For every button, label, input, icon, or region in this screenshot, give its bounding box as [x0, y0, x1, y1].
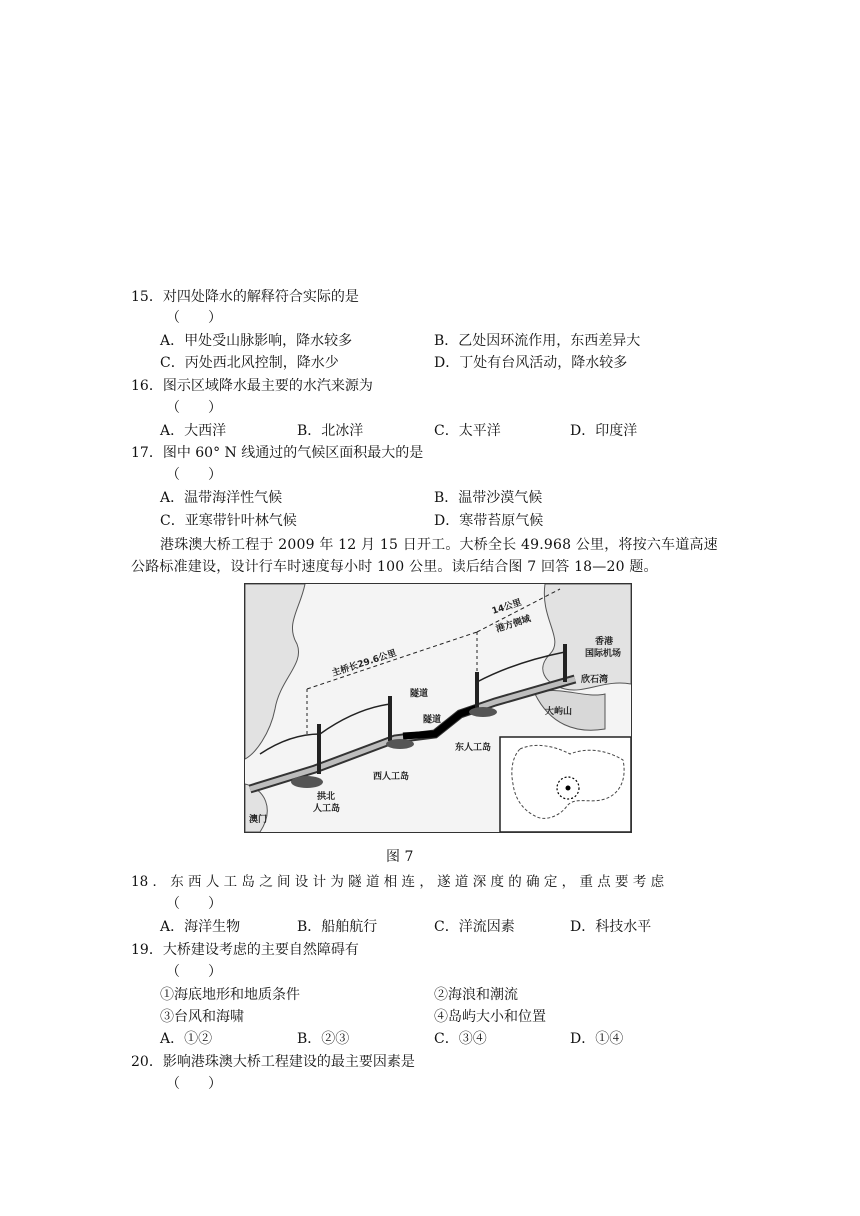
label-bay: 欣石湾	[581, 675, 609, 685]
q16-option-b: B．北冰洋	[297, 423, 364, 439]
q15-stem: 15．对四处降水的解释符合实际的是	[131, 289, 359, 305]
q20-answer-blank: （ ）	[166, 1076, 222, 1092]
figure-caption: 图 7	[386, 849, 414, 865]
q17-option-b: B．温带沙漠气候	[434, 490, 543, 506]
q20-stem: 20．影响港珠澳大桥工程建设的最主要因素是	[131, 1054, 415, 1070]
west-island-mark	[386, 739, 414, 749]
q15-answer-blank: （ ）	[166, 310, 222, 326]
q18-option-a: A．海洋生物	[160, 919, 241, 935]
q15-option-b: B．乙处因环流作用，东西差异大	[434, 333, 641, 349]
label-hk-side-length: 14公里	[490, 597, 523, 617]
label-macau: 澳门	[249, 815, 268, 825]
figure-7-bridge-map	[244, 583, 632, 833]
q19-option-a: A．①②	[160, 1031, 213, 1047]
q18-stem: 18 ． 东 西 人 工 岛 之 间 设 计 为 隧 道 相 连 ， 遂 道 深 度 的 确 定 ， 重 点 要 考 虑	[131, 874, 665, 890]
q18-answer-blank: （ ）	[166, 896, 222, 912]
bridge-tower-4	[563, 644, 567, 682]
q19-item-1: ①海底地形和地质条件	[160, 987, 300, 1003]
cable-arc-2	[320, 704, 390, 734]
label-tunnel-upper: 隧道	[410, 689, 429, 699]
cable-arc-1	[260, 734, 320, 754]
label-main-bridge: 主桥长29.6公里	[330, 648, 398, 679]
q15-option-a: A．甲处受山脉影响，降水较多	[160, 333, 353, 349]
q16-answer-blank: （ ）	[166, 400, 222, 416]
q15-option-d: D．丁处有台风活动，降水较多	[434, 355, 628, 371]
bridge-tower-2	[388, 696, 392, 741]
q16-option-c: C．太平洋	[434, 423, 501, 439]
q17-answer-blank: （ ）	[166, 467, 222, 483]
q18-option-c: C．洋流因素	[434, 919, 515, 935]
q17-stem: 17．图中 60° N 线通过的气候区面积最大的是	[131, 445, 424, 461]
label-gongbei-2: 人工岛	[313, 804, 341, 814]
label-gongbei-1: 拱北	[317, 792, 336, 802]
inset-locator-dot	[566, 786, 571, 791]
land-west-outline	[245, 584, 305, 759]
passage-line-1: 港珠澳大桥工程于 2009 年 12 月 15 日开工。大桥全长 49.968 公里，将按六车道高速	[160, 537, 718, 553]
q18-option-b: B．船舶航行	[297, 919, 378, 935]
passage-line-2: 公路标准建设，设计行车时速度每小时 100 公里。读后结合图 7 回答 18—20 题。	[131, 559, 658, 575]
q15-option-c: C．丙处西北风控制，降水少	[160, 355, 339, 371]
bridge-tower-1	[317, 724, 321, 774]
label-east-island: 东人工岛	[455, 743, 492, 753]
q19-item-4: ④岛屿大小和位置	[434, 1009, 546, 1025]
gongbei-island-mark	[291, 776, 323, 788]
q18-option-d: D．科技水平	[570, 919, 652, 935]
east-island-mark	[469, 707, 497, 717]
label-lantau: 大屿山	[545, 707, 573, 717]
label-hk-side-zone: 港方侧域	[494, 614, 533, 635]
q19-stem: 19．大桥建设考虑的主要自然障碍有	[131, 942, 359, 958]
label-tunnel-lower: 隧道	[423, 715, 442, 725]
bridge-tower-3	[475, 672, 479, 710]
q16-option-d: D．印度洋	[570, 423, 638, 439]
q19-option-c: C．③④	[434, 1031, 487, 1047]
q19-answer-blank: （ ）	[166, 964, 222, 980]
label-hk-airport: 国际机场	[585, 649, 622, 659]
bridge-illustration	[245, 584, 631, 832]
q17-option-d: D．寒带苔原气候	[434, 513, 544, 529]
q17-option-c: C．亚寒带针叶林气候	[160, 513, 297, 529]
q19-item-3: ③台风和海啸	[160, 1009, 244, 1025]
q19-item-2: ②海浪和潮流	[434, 987, 518, 1003]
q16-option-a: A．大西洋	[160, 423, 227, 439]
q17-option-a: A．温带海洋性气候	[160, 490, 283, 506]
q19-option-d: D．①④	[570, 1031, 624, 1047]
label-hongkong: 香港	[595, 637, 614, 647]
main-bridge-dim-line	[307, 632, 477, 689]
label-west-island: 西人工岛	[373, 772, 410, 782]
q19-option-b: B．②③	[297, 1031, 350, 1047]
q16-stem: 16．图示区域降水最主要的水汽来源为	[131, 378, 373, 394]
